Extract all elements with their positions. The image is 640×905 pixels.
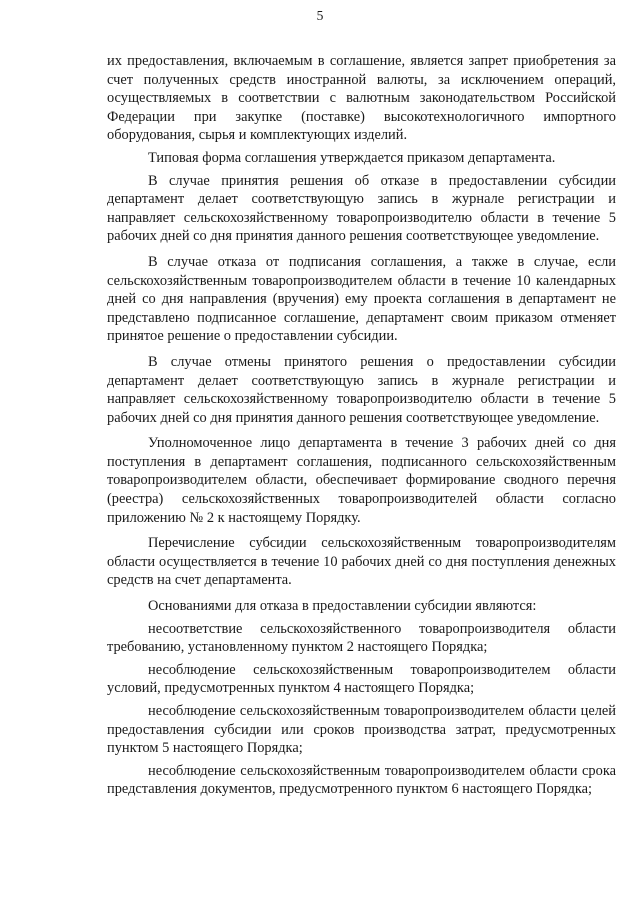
paragraph-decision-cancel: В случае отмены принятого решения о предоставлении субсидии департамент делает соответствующую запись в журнале регистрации и направляет сельскохозяйственному товаропроизводителю области в течение 5 рабочих дней со дня принятия данного решения соответствующее уведомление. (107, 353, 616, 426)
paragraph-signing-refusal: В случае отказа от подписания соглашения, а также в случае, если сельскохозяйственным товаропроизводителем области в течение 10 календарных дней со дня направления (вручения) ему проекта соглашения в департамент не представлено подписанное соглашение, департамент своим приказом отменяет принятое решение о предоставлении субсидии. (107, 253, 616, 345)
paragraph-refusal-decision: В случае принятия решения об отказе в предоставлении субсидии департамент делает соответствующую запись в журнале регистрации и направляет сельскохозяйственному товаропроизводителю области в течение 5 рабочих дней со дня принятия данного решения соответствующее уведомление. (107, 172, 616, 245)
list-item-purposes: несоблюдение сельскохозяйственным товаропроизводителем области целей предоставления субсидии или сроков производства затрат, предусмотренных пунктом 5 настоящего Порядка; (107, 703, 616, 757)
paragraph-transfer: Перечисление субсидии сельскохозяйственным товаропроизводителям области осуществляется в течение 10 рабочих дней со дня поступления денежных средств на счет департамента. (107, 535, 616, 589)
paragraph-continuation: их предоставления, включаемым в соглашение, является запрет приобретения за счет полученных средств иностранной валюты, за исключением операций, осуществляемых в соответствии с валютным законодательством Российской Федерации при закупке (поставке) высокотехнологичного импортного оборудования, сырья и комплектующих изделий. (107, 53, 616, 144)
list-item-deadline: несоблюдение сельскохозяйственным товаропроизводителем области срока представления документов, предусмотренного пунктом 6 настоящего Порядка; (107, 762, 616, 798)
page-number: 5 (316, 8, 324, 23)
paragraph-refusal-grounds: Основаниями для отказа в предоставлении субсидии являются: (148, 598, 537, 615)
list-item-conditions: несоблюдение сельскохозяйственным товаропроизводителем области условий, предусмотренных пунктом 4 настоящего Порядка; (107, 661, 616, 697)
document-body (107, 52, 616, 799)
paragraph-agreement-form: Типовая форма соглашения утверждается приказом департамента. (148, 149, 556, 166)
list-item-requirement: несоответствие сельскохозяйственного товаропроизводителя области требованию, установленному пунктом 2 настоящего Порядка; (107, 620, 616, 656)
paragraph-registry: Уполномоченное лицо департамента в течение 3 рабочих дней со дня поступления в департамент соглашения, подписанного сельскохозяйственным товаропроизводителем области, обеспечивает формирование сводного перечня (реестра) сельскохозяйственных товаропроизводителей области согласно приложению № 2 к настоящему Порядку. (107, 435, 616, 526)
